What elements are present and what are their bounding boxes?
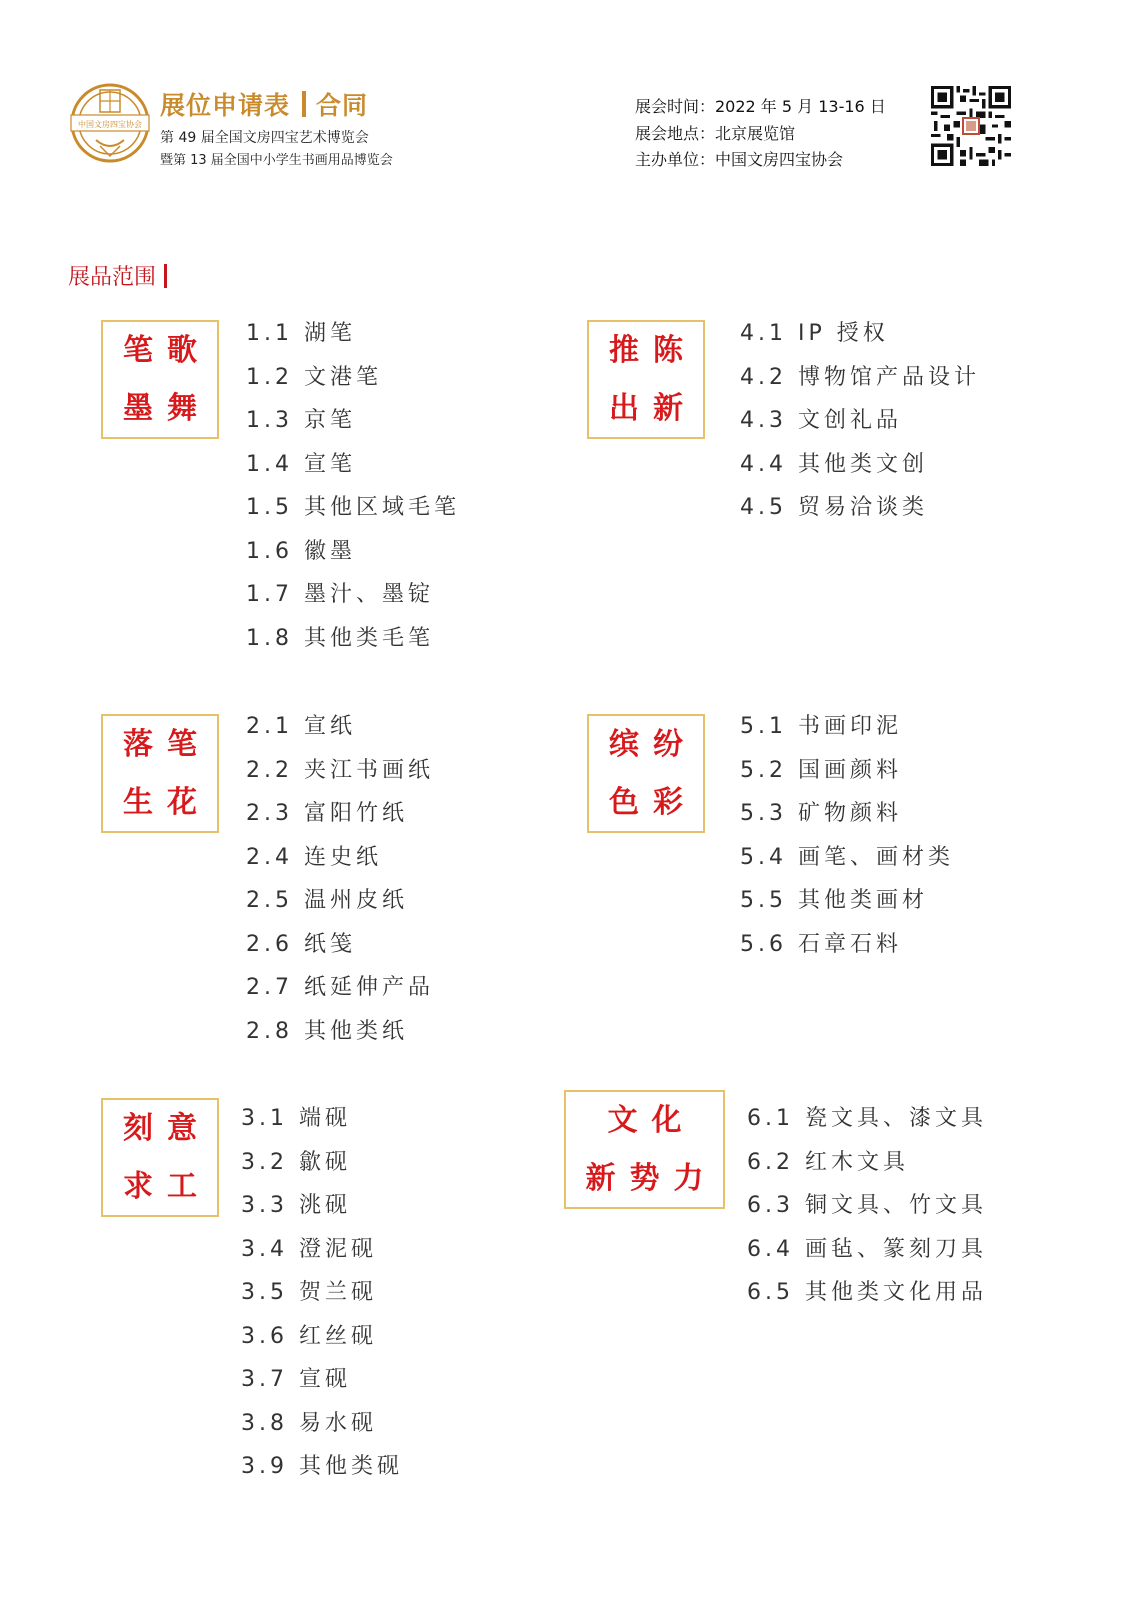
list-item: 5.1 书画印泥 bbox=[740, 714, 902, 739]
title-divider bbox=[302, 91, 306, 117]
title-application-form: 展位申请表 bbox=[160, 91, 291, 120]
list-item: 4.3 文创礼品 bbox=[740, 408, 902, 433]
category-title-line2: 求工 bbox=[123, 1168, 211, 1204]
list-item: 1.6 徽墨 bbox=[246, 538, 356, 564]
list-item: 2.3 富阳竹纸 bbox=[246, 801, 408, 826]
category-box-cultural-creative bbox=[587, 320, 705, 439]
section-heading-text: 展品范围 bbox=[68, 265, 157, 290]
list-item: 2.1 宣纸 bbox=[246, 714, 356, 739]
category-title-line1: 文化 bbox=[607, 1102, 696, 1138]
list-item: 6.5 其他类文化用品 bbox=[747, 1280, 987, 1305]
list-item: 2.8 其他类纸 bbox=[246, 1018, 408, 1044]
list-item: 2.6 纸笺 bbox=[246, 931, 356, 957]
category-title-line1: 缤纷 bbox=[609, 726, 697, 762]
list-item: 1.7 墨汁、墨锭 bbox=[246, 582, 434, 607]
list-item: 6.3 铜文具、竹文具 bbox=[747, 1193, 987, 1218]
list-item: 3.1 端砚 bbox=[241, 1106, 351, 1131]
list-item: 1.5 其他区域毛笔 bbox=[246, 495, 460, 520]
list-item: 5.3 矿物颜料 bbox=[740, 801, 902, 826]
category-title-line2: 出新 bbox=[609, 390, 697, 426]
list-item: 3.9 其他类砚 bbox=[241, 1454, 403, 1479]
association-logo bbox=[66, 82, 154, 164]
category-title-line2: 新势力 bbox=[585, 1160, 718, 1196]
list-item: 2.4 连史纸 bbox=[246, 844, 382, 870]
list-item: 3.7 宣砚 bbox=[241, 1367, 351, 1392]
list-item: 2.2 夹江书画纸 bbox=[246, 757, 434, 783]
item-list-brushes-ink bbox=[246, 319, 460, 667]
list-item: 1.1 湖笔 bbox=[246, 321, 356, 346]
section-heading bbox=[68, 260, 167, 291]
title-contract: 合同 bbox=[316, 91, 369, 120]
category-title-line1: 落笔 bbox=[123, 726, 211, 762]
list-item: 6.2 红木文具 bbox=[747, 1149, 909, 1175]
logo-text: 中国文房四宝协会 bbox=[78, 120, 142, 129]
list-item: 6.1 瓷文具、漆文具 bbox=[747, 1106, 987, 1131]
category-title-line2: 色彩 bbox=[609, 784, 697, 820]
category-box-cultural-supplies bbox=[564, 1090, 725, 1209]
list-item: 3.6 红丝砚 bbox=[241, 1323, 377, 1349]
category-title-line2: 墨舞 bbox=[123, 390, 211, 426]
list-item: 4.1 IP 授权 bbox=[740, 321, 889, 346]
list-item: 6.4 画毡、篆刻刀具 bbox=[747, 1236, 987, 1262]
expo-organizer: 主办单位：中国文房四宝协会 bbox=[635, 150, 844, 169]
list-item: 3.8 易水砚 bbox=[241, 1410, 377, 1436]
category-box-brushes-ink bbox=[101, 320, 219, 439]
category-title-line2: 生花 bbox=[123, 784, 211, 820]
list-item: 4.4 其他类文创 bbox=[740, 451, 928, 477]
list-item: 4.2 博物馆产品设计 bbox=[740, 364, 980, 390]
item-list-paper bbox=[246, 712, 434, 1060]
list-item: 3.4 澄泥砚 bbox=[241, 1236, 377, 1262]
list-item: 1.2 文港笔 bbox=[246, 364, 382, 390]
category-title-line1: 笔歌 bbox=[123, 332, 211, 368]
list-item: 4.5 贸易洽谈类 bbox=[740, 495, 928, 520]
list-item: 3.3 洮砚 bbox=[241, 1193, 351, 1218]
category-title-line1: 刻意 bbox=[123, 1110, 211, 1146]
category-box-inkstones bbox=[101, 1098, 219, 1217]
expo-subname: 暨第 13 届全国中小学生书画用品博览会 bbox=[160, 153, 393, 168]
item-list-painting-materials bbox=[740, 712, 954, 973]
item-list-cultural-supplies bbox=[747, 1104, 987, 1322]
list-item: 1.8 其他类毛笔 bbox=[246, 625, 434, 651]
list-item: 2.5 温州皮纸 bbox=[246, 888, 408, 913]
expo-time: 展会时间：2022 年 5 月 13-16 日 bbox=[635, 97, 886, 116]
expo-name: 第 49 届全国文房四宝艺术博览会 bbox=[160, 130, 369, 146]
list-item: 5.5 其他类画材 bbox=[740, 888, 928, 913]
list-item: 2.7 纸延伸产品 bbox=[246, 975, 434, 1000]
list-item: 3.5 贺兰砚 bbox=[241, 1280, 377, 1305]
item-list-cultural-creative bbox=[740, 319, 980, 537]
section-heading-bar bbox=[164, 264, 167, 288]
category-box-paper bbox=[101, 714, 219, 833]
list-item: 5.2 国画颜料 bbox=[740, 757, 902, 783]
category-box-painting-materials bbox=[587, 714, 705, 833]
expo-place: 展会地点：北京展览馆 bbox=[635, 124, 796, 143]
qr-code bbox=[931, 86, 1011, 166]
list-item: 3.2 歙砚 bbox=[241, 1149, 351, 1175]
list-item: 5.6 石章石料 bbox=[740, 931, 902, 957]
list-item: 1.4 宣笔 bbox=[246, 451, 356, 477]
header-title bbox=[160, 86, 368, 122]
category-title-line1: 推陈 bbox=[609, 332, 697, 368]
item-list-inkstones bbox=[241, 1104, 403, 1496]
list-item: 1.3 京笔 bbox=[246, 408, 356, 433]
list-item: 5.4 画笔、画材类 bbox=[740, 844, 954, 870]
